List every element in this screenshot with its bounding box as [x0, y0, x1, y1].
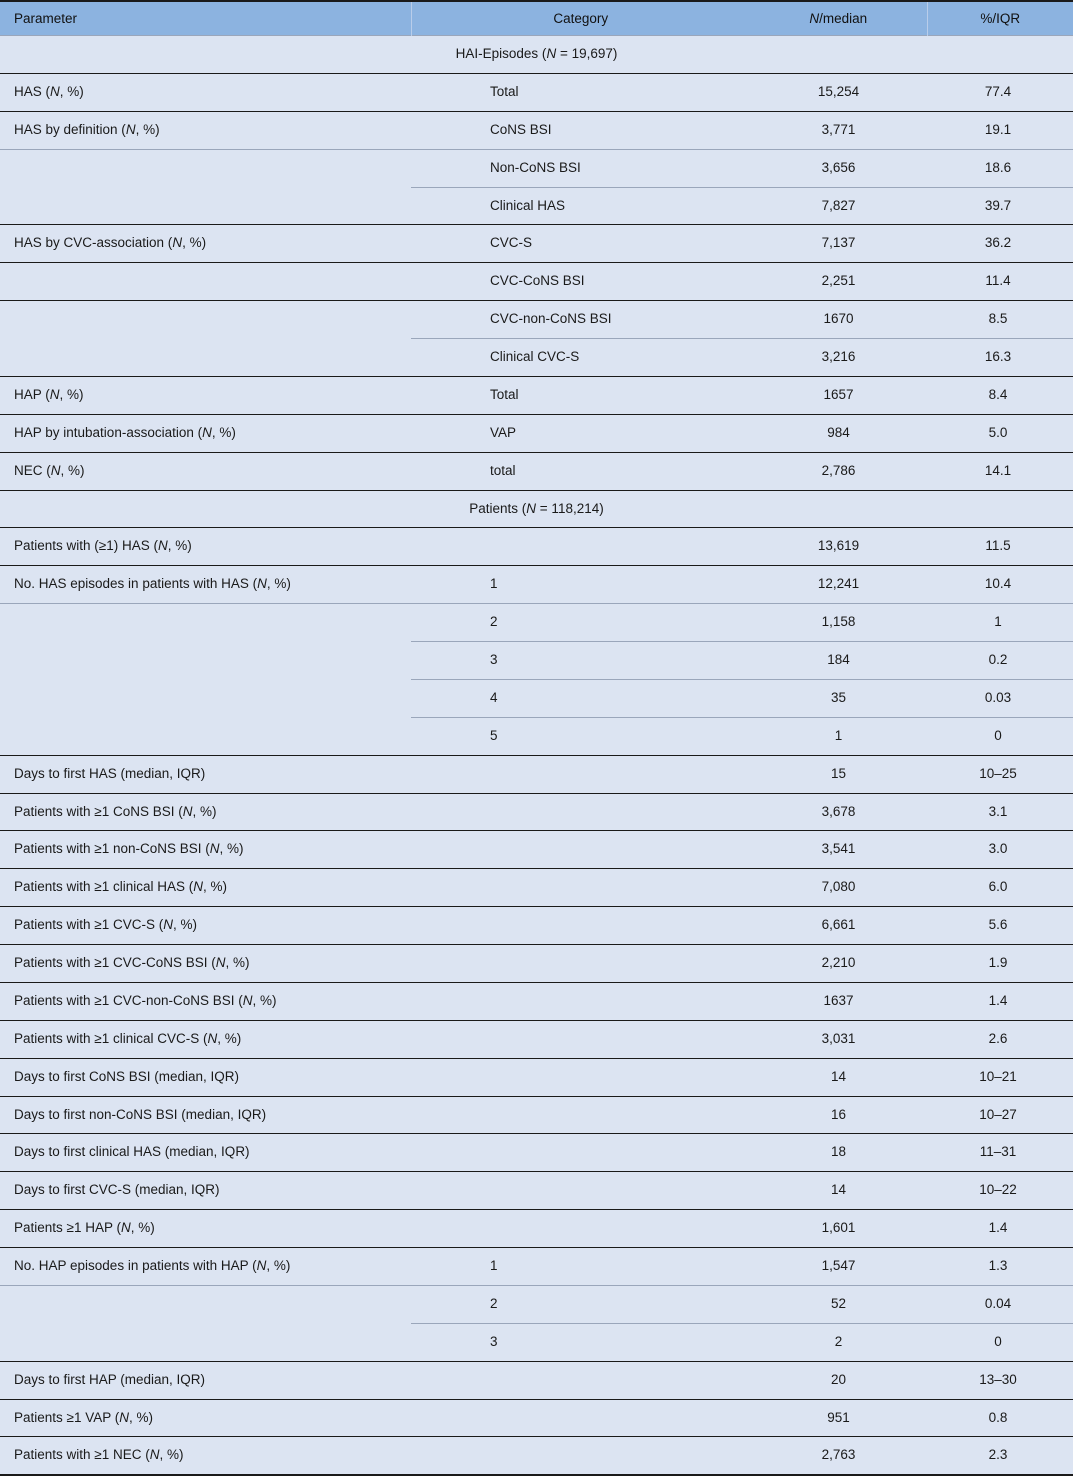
cell-parameter — [0, 717, 411, 755]
table-row — [0, 1058, 1073, 1096]
table-row — [0, 528, 1073, 566]
cell-category: 2 — [411, 1285, 750, 1323]
cell-category: Non-CoNS BSI — [411, 149, 750, 187]
cell-category: 3 — [411, 642, 750, 680]
cell-n-median: 7,080 — [750, 869, 927, 907]
cell-n-median: 2,763 — [750, 1437, 927, 1475]
table-row — [0, 414, 1073, 452]
cell-n-median: 1,547 — [750, 1248, 927, 1286]
table-row — [0, 717, 1073, 755]
cell-n-median: 7,827 — [750, 187, 927, 225]
cell-category — [411, 1210, 750, 1248]
cell-category — [411, 1020, 750, 1058]
cell-pct-iqr: 1.4 — [927, 1210, 1073, 1248]
table-row — [0, 604, 1073, 642]
cell-pct-iqr: 18.6 — [927, 149, 1073, 187]
table-row — [0, 263, 1073, 301]
cell-category: 1 — [411, 566, 750, 604]
cell-parameter: Days to first non-CoNS BSI (median, IQR) — [0, 1096, 411, 1134]
cell-parameter: Patients with (≥1) HAS (N, %) — [0, 528, 411, 566]
cell-pct-iqr: 3.1 — [927, 793, 1073, 831]
cell-category: Clinical CVC-S — [411, 339, 750, 377]
cell-n-median: 1,601 — [750, 1210, 927, 1248]
cell-parameter: HAS by definition (N, %) — [0, 111, 411, 149]
cell-category: CVC-non-CoNS BSI — [411, 301, 750, 339]
table-header — [0, 1, 1073, 36]
table-row — [0, 149, 1073, 187]
table-row — [0, 1323, 1073, 1361]
table-row — [0, 566, 1073, 604]
cell-category — [411, 1172, 750, 1210]
table-row — [0, 225, 1073, 263]
cell-parameter — [0, 301, 411, 339]
table-row — [0, 793, 1073, 831]
cell-pct-iqr: 8.5 — [927, 301, 1073, 339]
cell-n-median: 18 — [750, 1134, 927, 1172]
table-row — [0, 1096, 1073, 1134]
cell-n-median: 1,158 — [750, 604, 927, 642]
cell-parameter: Days to first HAS (median, IQR) — [0, 755, 411, 793]
cell-category: Clinical HAS — [411, 187, 750, 225]
cell-parameter: Days to first clinical HAS (median, IQR) — [0, 1134, 411, 1172]
cell-pct-iqr: 13–30 — [927, 1361, 1073, 1399]
cell-pct-iqr: 5.0 — [927, 414, 1073, 452]
cell-parameter — [0, 679, 411, 717]
column-header-category: Category — [411, 1, 750, 36]
table-row — [0, 1248, 1073, 1286]
cell-n-median: 3,656 — [750, 149, 927, 187]
cell-category — [411, 907, 750, 945]
cell-n-median: 14 — [750, 1058, 927, 1096]
table-row — [0, 869, 1073, 907]
table-row — [0, 187, 1073, 225]
cell-pct-iqr: 0.8 — [927, 1399, 1073, 1437]
cell-n-median: 20 — [750, 1361, 927, 1399]
cell-n-median: 2,210 — [750, 945, 927, 983]
table-row — [0, 982, 1073, 1020]
cell-parameter: Patients with ≥1 non-CoNS BSI (N, %) — [0, 831, 411, 869]
cell-category — [411, 945, 750, 983]
section-banner-row — [0, 36, 1073, 74]
cell-pct-iqr: 77.4 — [927, 73, 1073, 111]
cell-parameter: HAS (N, %) — [0, 73, 411, 111]
cell-category: CoNS BSI — [411, 111, 750, 149]
cell-parameter — [0, 1323, 411, 1361]
cell-parameter: No. HAP episodes in patients with HAP (N, %) — [0, 1248, 411, 1286]
cell-category — [411, 982, 750, 1020]
cell-parameter — [0, 642, 411, 680]
cell-parameter — [0, 1285, 411, 1323]
cell-n-median: 15,254 — [750, 73, 927, 111]
cell-category: 4 — [411, 679, 750, 717]
cell-parameter — [0, 339, 411, 377]
cell-n-median: 3,031 — [750, 1020, 927, 1058]
cell-n-median: 3,216 — [750, 339, 927, 377]
cell-n-median: 984 — [750, 414, 927, 452]
cell-pct-iqr: 0.03 — [927, 679, 1073, 717]
cell-pct-iqr: 11.4 — [927, 263, 1073, 301]
header-row — [0, 1, 1073, 36]
cell-n-median: 3,771 — [750, 111, 927, 149]
cell-n-median: 12,241 — [750, 566, 927, 604]
cell-pct-iqr: 2.6 — [927, 1020, 1073, 1058]
cell-parameter: HAP by intubation-association (N, %) — [0, 414, 411, 452]
cell-n-median: 3,678 — [750, 793, 927, 831]
cell-parameter: Patients with ≥1 CVC-S (N, %) — [0, 907, 411, 945]
cell-pct-iqr: 3.0 — [927, 831, 1073, 869]
cell-n-median: 7,137 — [750, 225, 927, 263]
section-banner-label: HAI-Episodes (N = 19,697) — [0, 36, 1073, 74]
cell-pct-iqr: 0.2 — [927, 642, 1073, 680]
table-row — [0, 1172, 1073, 1210]
table-row — [0, 452, 1073, 490]
cell-n-median: 1637 — [750, 982, 927, 1020]
cell-parameter: NEC (N, %) — [0, 452, 411, 490]
cell-category — [411, 1058, 750, 1096]
cell-pct-iqr: 6.0 — [927, 869, 1073, 907]
cell-n-median: 184 — [750, 642, 927, 680]
cell-category — [411, 1134, 750, 1172]
column-header-pct-iqr: %/IQR — [927, 1, 1073, 36]
cell-category: Total — [411, 73, 750, 111]
cell-parameter — [0, 604, 411, 642]
cell-parameter: Days to first CoNS BSI (median, IQR) — [0, 1058, 411, 1096]
cell-category — [411, 1399, 750, 1437]
cell-n-median: 2,251 — [750, 263, 927, 301]
cell-category — [411, 793, 750, 831]
cell-n-median: 3,541 — [750, 831, 927, 869]
cell-category: CVC-S — [411, 225, 750, 263]
cell-pct-iqr: 8.4 — [927, 376, 1073, 414]
cell-n-median: 1670 — [750, 301, 927, 339]
cell-parameter — [0, 149, 411, 187]
cell-category — [411, 528, 750, 566]
cell-category: 2 — [411, 604, 750, 642]
table-row — [0, 1134, 1073, 1172]
cell-n-median: 951 — [750, 1399, 927, 1437]
cell-parameter: Patients with ≥1 NEC (N, %) — [0, 1437, 411, 1475]
table-row — [0, 755, 1073, 793]
table-row — [0, 301, 1073, 339]
cell-parameter — [0, 187, 411, 225]
cell-pct-iqr: 0 — [927, 717, 1073, 755]
cell-parameter: Patients ≥1 VAP (N, %) — [0, 1399, 411, 1437]
cell-parameter: Patients with ≥1 CVC-non-CoNS BSI (N, %) — [0, 982, 411, 1020]
table-row — [0, 1020, 1073, 1058]
cell-parameter: No. HAS episodes in patients with HAS (N, %) — [0, 566, 411, 604]
cell-category — [411, 831, 750, 869]
section-banner-label: Patients (N = 118,214) — [0, 490, 1073, 528]
cell-n-median: 6,661 — [750, 907, 927, 945]
cell-pct-iqr: 1.9 — [927, 945, 1073, 983]
cell-category — [411, 869, 750, 907]
column-header-n-median: N/median — [750, 1, 927, 36]
cell-pct-iqr: 1 — [927, 604, 1073, 642]
cell-n-median: 1657 — [750, 376, 927, 414]
table-body — [0, 36, 1073, 1476]
cell-n-median: 14 — [750, 1172, 927, 1210]
cell-category: 1 — [411, 1248, 750, 1286]
cell-category — [411, 755, 750, 793]
cell-parameter: Patients with ≥1 CoNS BSI (N, %) — [0, 793, 411, 831]
cell-pct-iqr: 10–21 — [927, 1058, 1073, 1096]
cell-pct-iqr: 11.5 — [927, 528, 1073, 566]
cell-n-median: 1 — [750, 717, 927, 755]
cell-n-median: 13,619 — [750, 528, 927, 566]
cell-category: 3 — [411, 1323, 750, 1361]
cell-n-median: 2,786 — [750, 452, 927, 490]
cell-n-median: 2 — [750, 1323, 927, 1361]
cell-parameter: Patients with ≥1 CVC-CoNS BSI (N, %) — [0, 945, 411, 983]
table-row — [0, 111, 1073, 149]
cell-pct-iqr: 16.3 — [927, 339, 1073, 377]
cell-pct-iqr: 36.2 — [927, 225, 1073, 263]
cell-parameter: HAP (N, %) — [0, 376, 411, 414]
table-row — [0, 945, 1073, 983]
cell-n-median: 16 — [750, 1096, 927, 1134]
table-row — [0, 339, 1073, 377]
cell-parameter: Patients ≥1 HAP (N, %) — [0, 1210, 411, 1248]
cell-parameter: Patients with ≥1 clinical CVC-S (N, %) — [0, 1020, 411, 1058]
table-row — [0, 376, 1073, 414]
cell-n-median: 35 — [750, 679, 927, 717]
cell-pct-iqr: 19.1 — [927, 111, 1073, 149]
table-row — [0, 1210, 1073, 1248]
cell-pct-iqr: 10.4 — [927, 566, 1073, 604]
column-header-parameter: Parameter — [0, 1, 411, 36]
cell-pct-iqr: 0.04 — [927, 1285, 1073, 1323]
cell-pct-iqr: 10–27 — [927, 1096, 1073, 1134]
cell-pct-iqr: 10–22 — [927, 1172, 1073, 1210]
cell-parameter: Days to first HAP (median, IQR) — [0, 1361, 411, 1399]
table-row — [0, 642, 1073, 680]
cell-parameter: Days to first CVC-S (median, IQR) — [0, 1172, 411, 1210]
table-row — [0, 1399, 1073, 1437]
cell-category — [411, 1437, 750, 1475]
table-row — [0, 1361, 1073, 1399]
table-row — [0, 907, 1073, 945]
cell-category — [411, 1096, 750, 1134]
cell-category: VAP — [411, 414, 750, 452]
cell-parameter: Patients with ≥1 clinical HAS (N, %) — [0, 869, 411, 907]
table-row — [0, 679, 1073, 717]
cell-category: CVC-CoNS BSI — [411, 263, 750, 301]
cell-parameter — [0, 263, 411, 301]
cell-pct-iqr: 11–31 — [927, 1134, 1073, 1172]
cell-pct-iqr: 1.4 — [927, 982, 1073, 1020]
table-row — [0, 1437, 1073, 1475]
cell-category: total — [411, 452, 750, 490]
section-banner-row — [0, 490, 1073, 528]
cell-pct-iqr: 2.3 — [927, 1437, 1073, 1475]
cell-category: Total — [411, 376, 750, 414]
table-row — [0, 73, 1073, 111]
cell-pct-iqr: 1.3 — [927, 1248, 1073, 1286]
table-row — [0, 1285, 1073, 1323]
cell-n-median: 15 — [750, 755, 927, 793]
table-row — [0, 831, 1073, 869]
cell-pct-iqr: 10–25 — [927, 755, 1073, 793]
cell-n-median: 52 — [750, 1285, 927, 1323]
cell-category — [411, 1361, 750, 1399]
cell-category: 5 — [411, 717, 750, 755]
cell-pct-iqr: 0 — [927, 1323, 1073, 1361]
cell-pct-iqr: 5.6 — [927, 907, 1073, 945]
cell-pct-iqr: 14.1 — [927, 452, 1073, 490]
cell-parameter: HAS by CVC-association (N, %) — [0, 225, 411, 263]
cell-pct-iqr: 39.7 — [927, 187, 1073, 225]
